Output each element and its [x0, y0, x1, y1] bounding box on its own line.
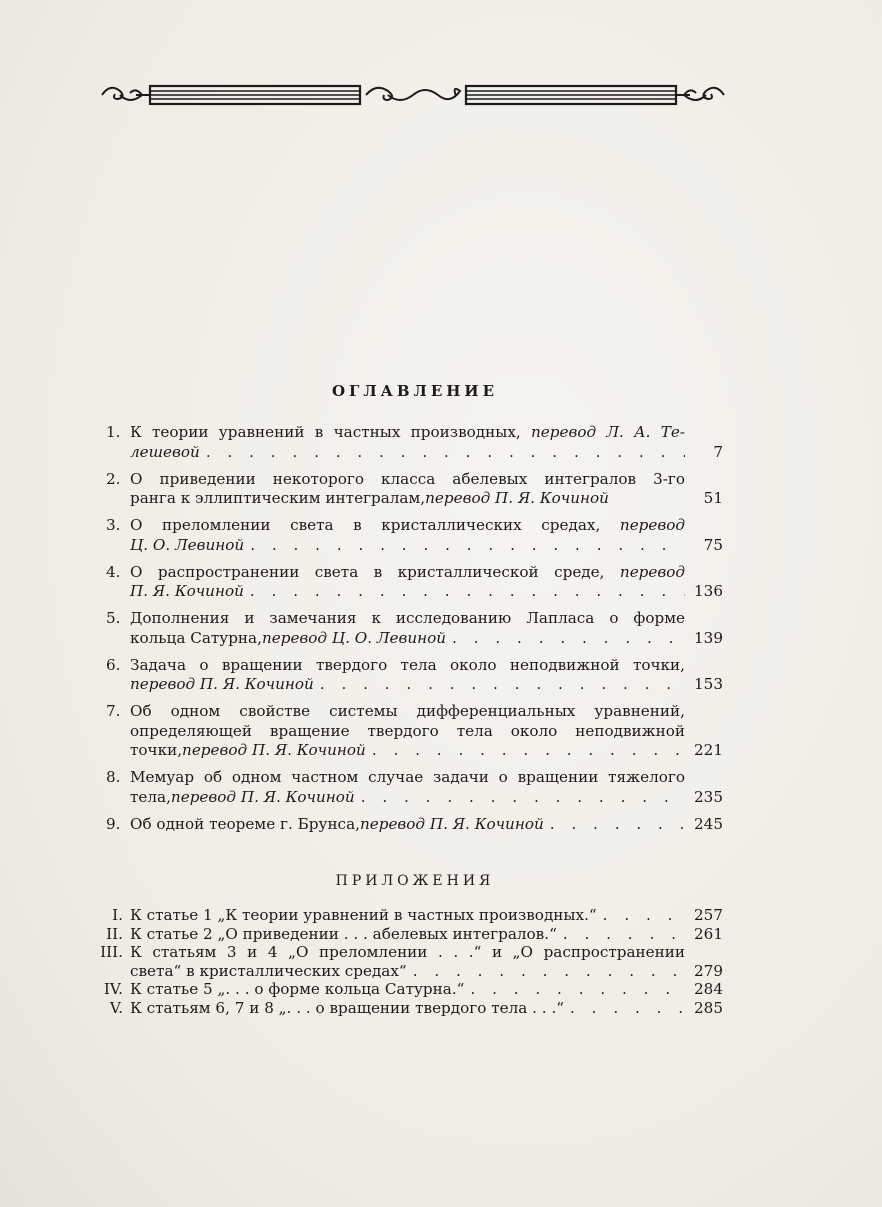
entry-title: Об одной теореме г. Брунса, — [130, 814, 360, 833]
contents-number: 2. — [106, 469, 121, 488]
contents-entry — [106, 516, 723, 555]
entry-title: точки, — [130, 741, 183, 759]
entry-title: К теории уравнений в частных производных, — [130, 423, 532, 441]
dot-leader — [603, 906, 685, 925]
entry-title: К статьям 6, 7 и 8 „. . . о вращении твердого тела . . .“ — [130, 998, 565, 1017]
contents-entry — [106, 423, 723, 462]
page-number: 139 — [694, 628, 723, 647]
contents-list — [106, 423, 723, 842]
translator-credit: перевод Л. А. Те- — [531, 423, 686, 441]
appendix-number: II. — [106, 924, 123, 943]
contents-line — [130, 768, 685, 788]
translator-credit: перевод П. Я. Кочиной — [170, 787, 355, 806]
contents-number: 9. — [106, 814, 121, 833]
entry-title: Мемуар об одном частном случае задачи о вращении тяжелого — [130, 768, 685, 786]
contents-number: 7. — [106, 702, 121, 720]
contents-line — [130, 536, 685, 556]
contents-line — [130, 788, 685, 808]
dot-leader — [250, 536, 685, 556]
page-number: 257 — [694, 906, 723, 924]
translator-credit: перевод П. Я. Кочиной — [182, 741, 366, 759]
appendix-line — [130, 962, 685, 981]
contents-line — [130, 656, 685, 676]
appendix-line — [130, 925, 685, 944]
entry-title: О распространении света в кристаллической среде, — [130, 562, 620, 581]
page-number: 221 — [694, 741, 723, 759]
page-number: 261 — [694, 924, 723, 943]
contents-line — [130, 675, 685, 695]
contents-title: ОГЛАВЛЕНИЕ — [331, 382, 499, 400]
decorative-header-ornament — [98, 80, 728, 110]
appendix-number: V. — [109, 998, 123, 1017]
translator-credit: перевод — [619, 516, 685, 534]
appendix-entry — [106, 925, 723, 944]
appendix-entry — [106, 999, 723, 1018]
contents-line — [130, 443, 685, 463]
contents-line — [130, 722, 685, 742]
dot-leader — [413, 962, 685, 981]
appendix-line — [130, 980, 685, 999]
contents-entry — [106, 702, 723, 761]
appendix-number: I. — [112, 906, 123, 924]
page-number: 285 — [694, 998, 723, 1017]
translator-credit: перевод П. Я. Кочиной — [359, 814, 544, 833]
translator-credit: лешевой — [130, 442, 200, 461]
entry-title: К статье 1 „К теории уравнений в частных производных.“ — [130, 906, 597, 924]
page-number: 279 — [694, 961, 723, 980]
contents-number: 3. — [106, 516, 121, 534]
contents-entry — [106, 563, 723, 602]
contents-line — [130, 516, 685, 536]
entry-title: К статье 2 „О приведении . . . абелевых интегралов.“ — [130, 924, 557, 943]
appendix-line — [130, 943, 685, 962]
dot-leader — [206, 443, 685, 463]
dot-leader — [470, 980, 685, 999]
appendix-entry — [106, 906, 723, 925]
translator-credit: перевод П. Я. Кочиной — [425, 489, 609, 507]
contents-entry — [106, 609, 723, 648]
contents-line — [130, 470, 685, 490]
entry-title: Об одном свойстве системы дифференциальных уравнений, — [130, 702, 685, 720]
entry-title: света“ в кристаллических средах“ — [130, 961, 407, 980]
contents-line — [130, 609, 685, 629]
appendix-entry — [103, 980, 723, 999]
dot-leader — [570, 999, 685, 1018]
dot-leader — [563, 925, 685, 944]
entry-title: К статьям 3 и 4 „О преломлении . . .“ и „О распространении — [130, 943, 685, 961]
page-number: 235 — [694, 787, 723, 806]
dot-leader — [320, 675, 685, 695]
entry-title: ранга к эллиптическим интегралам, — [130, 489, 426, 507]
page-number: 245 — [694, 814, 723, 833]
dot-leader — [250, 582, 685, 602]
dot-leader — [361, 788, 685, 808]
page-number: 153 — [694, 675, 723, 693]
dot-leader — [452, 629, 685, 649]
entry-title: кольца Сатурна, — [130, 628, 262, 647]
entry-title: Задача о вращении твердого тела около неподвижной точки, — [130, 655, 685, 674]
contents-number: 8. — [106, 768, 121, 786]
appendix-line — [130, 999, 685, 1018]
translator-credit: П. Я. Кочиной — [130, 582, 244, 600]
appendix-number: III. — [100, 943, 123, 961]
dot-leader — [372, 741, 685, 761]
contents-line — [130, 741, 685, 761]
entry-title: Дополнения и замечания к исследованию Лапласа о форме — [130, 609, 685, 627]
page-number: 284 — [694, 980, 723, 998]
contents-number: 6. — [106, 655, 121, 674]
page-number: 136 — [694, 582, 723, 600]
entry-title: О преломлении света в кристаллических средах, — [130, 516, 620, 534]
translator-credit: перевод П. Я. Кочиной — [130, 675, 314, 693]
contents-number: 4. — [106, 562, 121, 581]
contents-line — [130, 423, 685, 443]
appendix-number: IV. — [103, 980, 123, 998]
contents-number: 5. — [106, 609, 121, 627]
contents-line — [130, 815, 685, 835]
translator-credit: перевод Ц. О. Левиной — [261, 628, 447, 647]
contents-number: 1. — [106, 423, 121, 441]
contents-entry — [106, 656, 723, 695]
translator-credit: Ц. О. Левиной — [130, 535, 245, 554]
contents-line — [130, 563, 685, 583]
entry-title: тела, — [130, 787, 171, 806]
contents-line — [130, 702, 685, 722]
page-number: 75 — [703, 535, 723, 554]
appendix-line — [130, 906, 685, 925]
contents-entry — [106, 815, 723, 835]
appendix-entry — [100, 943, 723, 980]
entry-title: К статье 5 „. . . о форме кольца Сатурна.“ — [130, 980, 465, 998]
dot-leader — [550, 815, 685, 835]
entry-title: О приведении некоторого класса абелевых интегралов 3-го — [130, 469, 685, 488]
contents-line — [130, 629, 685, 649]
appendix-title: ПРИЛОЖЕНИЯ — [335, 873, 495, 889]
contents-entry — [106, 768, 723, 807]
appendix-list — [100, 906, 723, 1017]
page-number: 51 — [703, 489, 723, 507]
contents-entry — [106, 470, 723, 509]
translator-credit: перевод — [619, 562, 685, 581]
contents-line — [130, 582, 685, 602]
contents-line — [130, 489, 685, 509]
page-number: 7 — [713, 442, 723, 461]
entry-title: определяющей вращение твердого тела около неподвижной — [130, 721, 685, 740]
